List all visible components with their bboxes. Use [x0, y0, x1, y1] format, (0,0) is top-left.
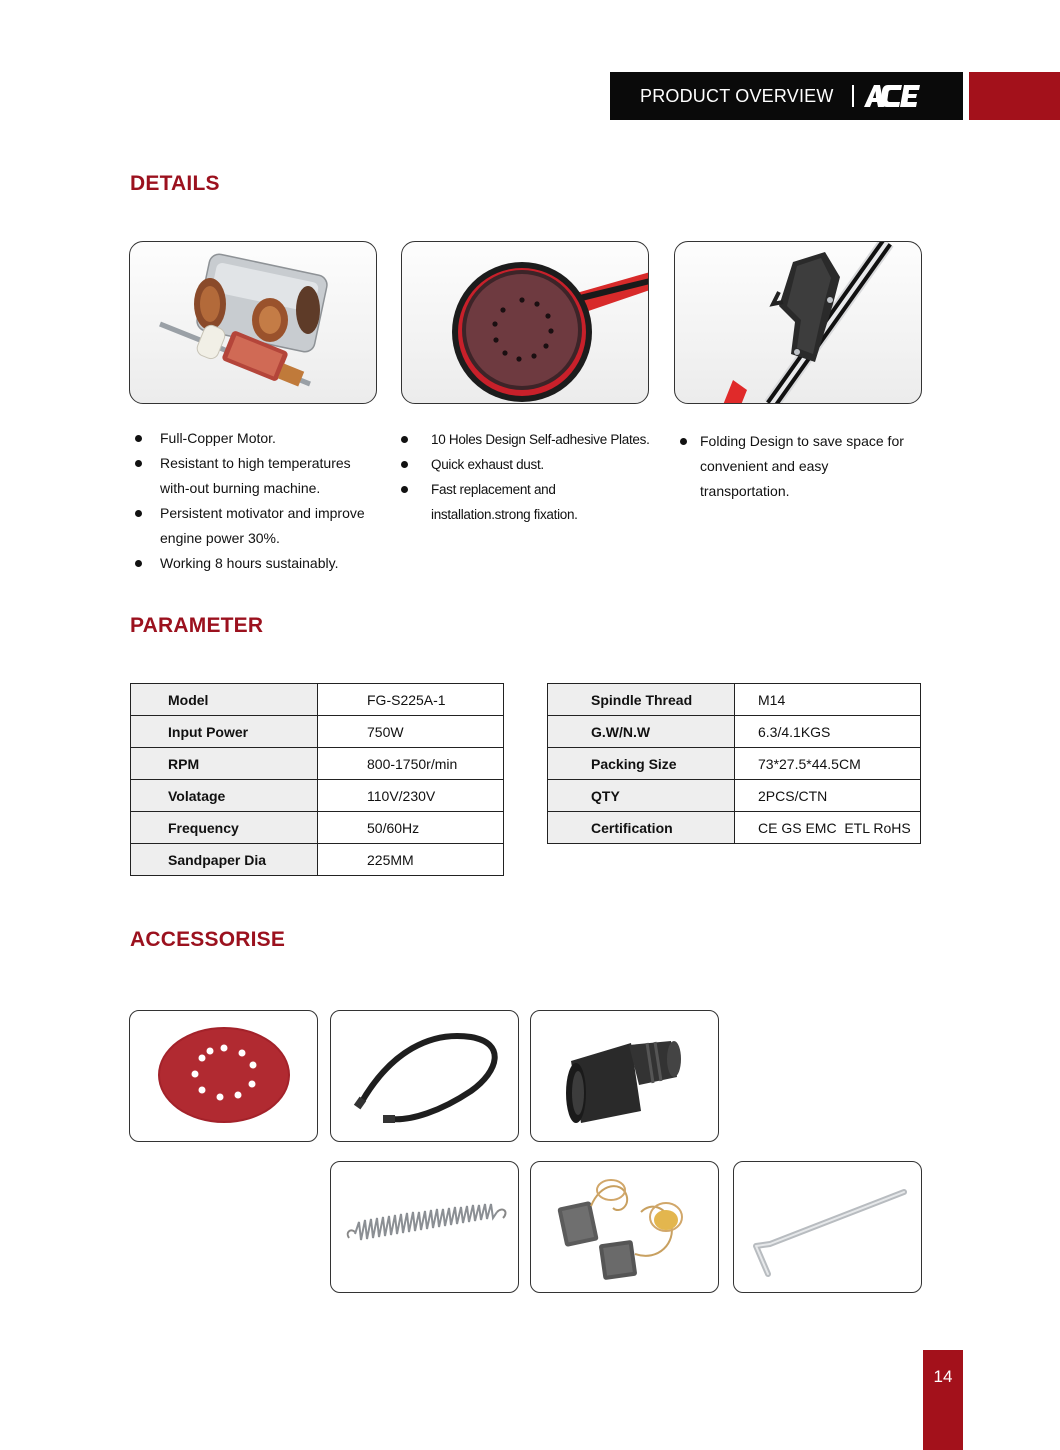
accessory-sanding-disc	[129, 1010, 318, 1142]
header-bar	[610, 72, 963, 120]
hose-icon	[331, 1011, 519, 1142]
table-row	[131, 812, 504, 844]
folding-handle-image	[674, 241, 922, 404]
param-value: 2PCS/CTN	[735, 780, 921, 812]
table-row	[131, 684, 504, 716]
param-value: 73*27.5*44.5CM	[735, 748, 921, 780]
table-row	[131, 748, 504, 780]
param-value: CE GS EMC ETL RoHS	[735, 812, 921, 844]
details-list-folding	[675, 429, 915, 504]
table-row	[131, 716, 504, 748]
param-key: Packing Size	[548, 748, 735, 780]
accessories-heading: ACCESSORISE	[130, 928, 286, 951]
param-key: Frequency	[131, 812, 318, 844]
table-row	[131, 780, 504, 812]
list-item: Resistant to high temperatures with-out burning machine.	[130, 451, 380, 501]
param-key: Spindle Thread	[548, 684, 735, 716]
sanding-disc-icon	[130, 1011, 318, 1142]
list-item: Full-Copper Motor.	[130, 426, 380, 451]
param-key: Model	[131, 684, 318, 716]
hex-key-icon	[734, 1162, 922, 1293]
param-value: M14	[735, 684, 921, 716]
list-item: Working 8 hours sustainably.	[130, 551, 380, 576]
param-key: Volatage	[131, 780, 318, 812]
param-value: 50/60Hz	[318, 812, 504, 844]
details-heading: DETAILS	[130, 172, 220, 195]
param-value: 110V/230V	[318, 780, 504, 812]
param-value: 800-1750r/min	[318, 748, 504, 780]
header-accent-bar	[969, 72, 1060, 120]
param-key: Certification	[548, 812, 735, 844]
list-item: Folding Design to save space for convenient and easy transportation.	[675, 429, 915, 504]
adapter-icon	[531, 1011, 719, 1142]
list-item: Persistent motivator and improve engine power 30%.	[130, 501, 380, 551]
ace-logo-icon	[862, 83, 922, 109]
accessory-carbon-brush	[530, 1161, 719, 1293]
param-value: 6.3/4.1KGS	[735, 716, 921, 748]
details-list-plate	[396, 427, 656, 527]
copper-motor-image	[129, 241, 377, 404]
param-value: 225MM	[318, 844, 504, 876]
accessory-hex-key	[733, 1161, 922, 1293]
table-row	[548, 780, 921, 812]
parameter-table-right	[547, 683, 921, 844]
list-item: 10 Holes Design Self-adhesive Plates.	[396, 427, 656, 452]
details-list-motor	[130, 426, 380, 576]
param-value: FG-S225A-1	[318, 684, 504, 716]
spring-icon	[331, 1162, 519, 1293]
table-row	[548, 684, 921, 716]
param-key: RPM	[131, 748, 318, 780]
param-key: QTY	[548, 780, 735, 812]
accessory-spring	[330, 1161, 519, 1293]
table-row	[548, 716, 921, 748]
accessory-hose	[330, 1010, 519, 1142]
param-key: Sandpaper Dia	[131, 844, 318, 876]
table-row	[548, 748, 921, 780]
accessory-adapter	[530, 1010, 719, 1142]
table-row	[131, 844, 504, 876]
header-divider	[852, 85, 854, 107]
parameter-heading: PARAMETER	[130, 614, 264, 637]
param-key: Input Power	[131, 716, 318, 748]
table-row	[548, 812, 921, 844]
list-item: Quick exhaust dust.	[396, 452, 656, 477]
carbon-brush-icon	[531, 1162, 719, 1293]
parameter-table-left	[130, 683, 504, 876]
list-item: Fast replacement and installation.strong fixation.	[396, 477, 626, 527]
page-number: 14	[923, 1350, 963, 1450]
sanding-plate-image	[401, 241, 649, 404]
header-title: PRODUCT OVERVIEW	[640, 85, 834, 106]
param-value: 750W	[318, 716, 504, 748]
param-key: G.W/N.W	[548, 716, 735, 748]
